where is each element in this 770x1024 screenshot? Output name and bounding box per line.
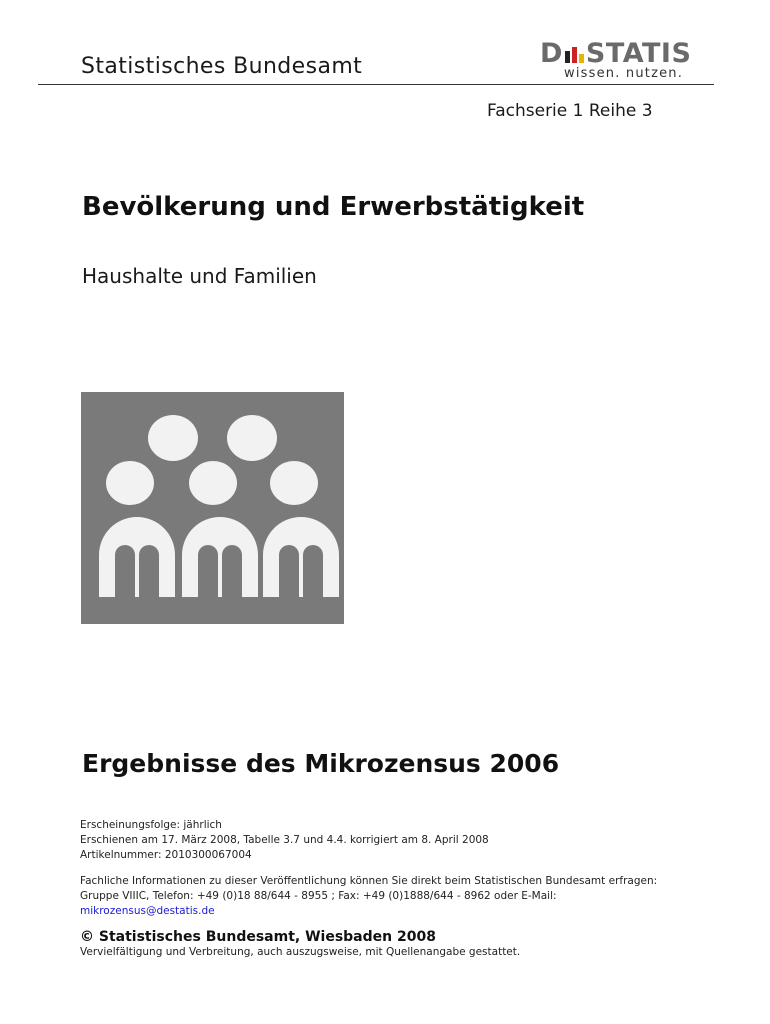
pictogram-background <box>81 392 344 624</box>
contact-info <box>80 874 657 919</box>
copyright-note: Vervielfältigung und Verbreitung, auch auszugsweise, mit Quellenangabe gestattet. <box>80 946 521 958</box>
results-title: Ergebnisse des Mikrozensus 2006 <box>82 749 560 778</box>
family-pictogram <box>81 392 344 624</box>
body-left <box>99 517 175 597</box>
page-subtitle: Haushalte und Familien <box>82 264 317 288</box>
head-front-center <box>189 461 237 505</box>
flag-bars-icon <box>564 43 585 63</box>
head-front-right <box>270 461 318 505</box>
logo-suffix: STATIS <box>585 38 692 69</box>
article-number: Artikelnummer: 2010300067004 <box>80 849 252 861</box>
organization-name: Statistisches Bundesamt <box>81 54 363 79</box>
contact-phone-fax: Gruppe VIIIC, Telefon: +49 (0)18 88/644 - 8955 ; Fax: +49 (0)1888/644 - 8962 oder E-Mail: <box>80 890 557 902</box>
logo-tagline: wissen. nutzen. <box>564 66 684 81</box>
head-back-right <box>227 415 277 461</box>
head-back-left <box>148 415 198 461</box>
body-center <box>182 517 258 597</box>
series-label: Fachserie 1 Reihe 3 <box>487 101 653 121</box>
page-title: Bevölkerung und Erwerbstätigkeit <box>82 192 585 222</box>
publication-date: Erschienen am 17. März 2008, Tabelle 3.7 und 4.4. korrigiert am 8. April 2008 <box>80 834 489 846</box>
publication-frequency: Erscheinungsfolge: jährlich <box>80 819 222 831</box>
contact-email-link[interactable]: mikrozensus@destatis.de <box>80 905 215 917</box>
head-front-left <box>106 461 154 505</box>
logo-prefix: D <box>540 38 563 69</box>
body-right <box>263 517 339 597</box>
logo-wordmark <box>540 40 691 67</box>
contact-intro: Fachliche Informationen zu dieser Veröffentlichung können Sie direkt beim Statistischen Bundesamt erfragen: <box>80 875 658 887</box>
destatis-logo <box>540 40 690 82</box>
publication-info <box>80 818 489 863</box>
header-divider <box>38 84 714 85</box>
copyright-line: © Statistisches Bundesamt, Wiesbaden 2008 <box>80 929 436 945</box>
